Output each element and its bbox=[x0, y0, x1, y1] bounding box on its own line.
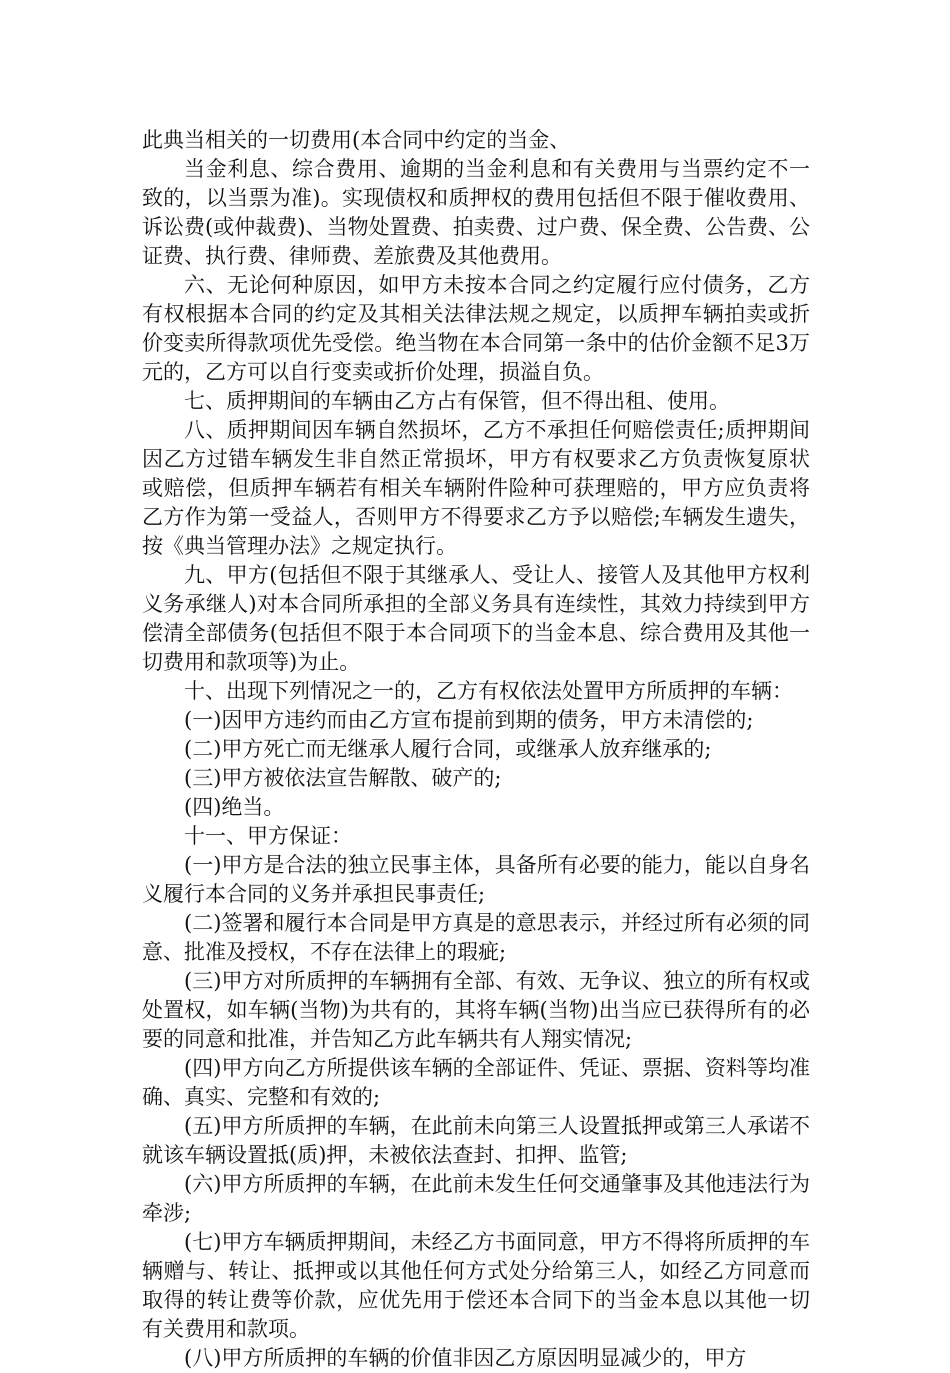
list-item: (一)甲方是合法的独立民事主体，具备所有必要的能力，能以自身名义履行本合同的义务并承担民事责任; bbox=[142, 853, 810, 906]
paragraph: 十、出现下列情况之一的，乙方有权依法处置甲方所质押的车辆： bbox=[184, 679, 793, 703]
list-item: (五)甲方所质押的车辆，在此前未向第三人设置抵押或第三人承诺不就该车辆设置抵(质)押，未被依法查封、扣押、监管; bbox=[142, 1114, 810, 1167]
section-heading: 十一、甲方保证： bbox=[184, 824, 352, 848]
list-item: (四)甲方向乙方所提供该车辆的全部证件、凭证、票据、资料等均准确、真实、完整和有效的; bbox=[142, 1056, 810, 1109]
paragraph: 当金利息、综合费用、逾期的当金利息和有关费用与当票约定不一致的，以当票为准)。实现债权和质押权的费用包括但不限于催收费用、诉讼费(或仲裁费)、当物处置费、拍卖费、过户费、保全费、公告费、公证费、执行费、律师费、差旅费及其他费用。 bbox=[142, 157, 810, 268]
list-item: (二)甲方死亡而无继承人履行合同，或继承人放弃继承的; bbox=[184, 737, 712, 761]
paragraph: 八、质押期间因车辆自然损坏，乙方不承担任何赔偿责任;质押期间因乙方过错车辆发生非自然正常损坏，甲方有权要求乙方负责恢复原状或赔偿，但质押车辆若有相关车辆附件险种可获理赔的，甲方应负责将乙方作为第一受益人，否则甲方不得要求乙方予以赔偿;车辆发生遗失，按《典当管理办法》之规定执行。 bbox=[142, 418, 810, 558]
list-item: (四)绝当。 bbox=[184, 795, 285, 819]
list-item: (八)甲方所质押的车辆的价值非因乙方原因明显减少的，甲方 bbox=[184, 1346, 747, 1370]
list-item: (二)签署和履行本合同是甲方真是的意思表示，并经过所有必须的同意、批准及授权，不存在法律上的瑕疵; bbox=[142, 911, 810, 964]
list-item: (六)甲方所质押的车辆，在此前未发生任何交通肇事及其他违法行为牵涉; bbox=[142, 1172, 810, 1225]
list-item: (一)因甲方违约而由乙方宣布提前到期的债务，甲方未清偿的; bbox=[184, 708, 754, 732]
paragraph: 九、甲方(包括但不限于其继承人、受让人、接管人及其他甲方权利义务承继人)对本合同所承担的全部义务具有连续性，其效力持续到甲方偿清全部债务(包括但不限于本合同项下的当金本息、综合费用及其他一切费用和款项等)为止。 bbox=[142, 563, 810, 674]
document-page bbox=[142, 126, 810, 1373]
list-item: (三)甲方对所质押的车辆拥有全部、有效、无争议、独立的所有权或处置权，如车辆(当物)为共有的，其将车辆(当物)出当应已获得所有的必要的同意和批准，并告知乙方此车辆共有人翔实情况; bbox=[142, 969, 810, 1051]
list-item: (三)甲方被依法宣告解散、破产的; bbox=[184, 766, 502, 790]
list-item: (七)甲方车辆质押期间，未经乙方书面同意，甲方不得将所质押的车辆赠与、转让、抵押或以其他任何方式处分给第三人，如经乙方同意而取得的转让费等价款，应优先用于偿还本合同下的当金本息以其他一切有关费用和款项。 bbox=[142, 1230, 810, 1341]
paragraph: 此典当相关的一切费用(本合同中约定的当金、 bbox=[142, 128, 571, 152]
paragraph: 七、质押期间的车辆由乙方占有保管，但不得出租、使用。 bbox=[184, 389, 730, 413]
paragraph: 六、无论何种原因，如甲方未按本合同之约定履行应付债务，乙方有权根据本合同的约定及其相关法律法规之规定，以质押车辆拍卖或折价变卖所得款项优先受偿。绝当物在本合同第一条中的估价金额不足3万元的，乙方可以自行变卖或折价处理，损溢自负。 bbox=[142, 273, 810, 384]
